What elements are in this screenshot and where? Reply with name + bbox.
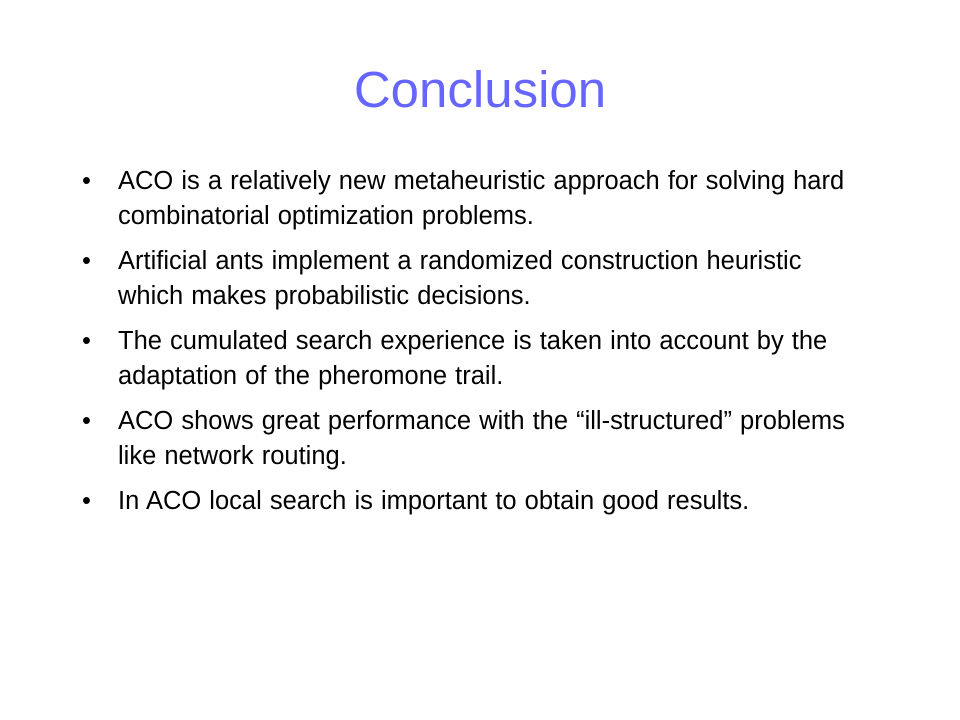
- bullet-icon: •: [82, 407, 91, 435]
- bullet-text: ACO is a relatively new metaheuristic approach for solving hard combinatorial optimization problems.: [118, 167, 845, 230]
- bullet-text: ACO shows great performance with the “ill-structured” problems like network routing.: [118, 407, 845, 470]
- bullet-item: [82, 484, 872, 519]
- bullet-item: [82, 164, 872, 234]
- bullet-text: The cumulated search experience is taken into account by the adaptation of the pheromone trail.: [118, 327, 828, 390]
- bullet-list: [82, 164, 872, 529]
- bullet-icon: •: [82, 167, 91, 195]
- bullet-item: [82, 324, 872, 394]
- bullet-item: [82, 244, 872, 314]
- bullet-item: [82, 404, 872, 474]
- bullet-text: In ACO local search is important to obtain good results.: [118, 487, 750, 515]
- bullet-icon: •: [82, 327, 91, 355]
- slide-title: Conclusion: [353, 61, 607, 118]
- bullet-text: Artificial ants implement a randomized construction heuristic which makes probabilistic decisions.: [118, 247, 802, 310]
- bullet-icon: •: [82, 247, 91, 275]
- bullet-icon: •: [82, 487, 91, 515]
